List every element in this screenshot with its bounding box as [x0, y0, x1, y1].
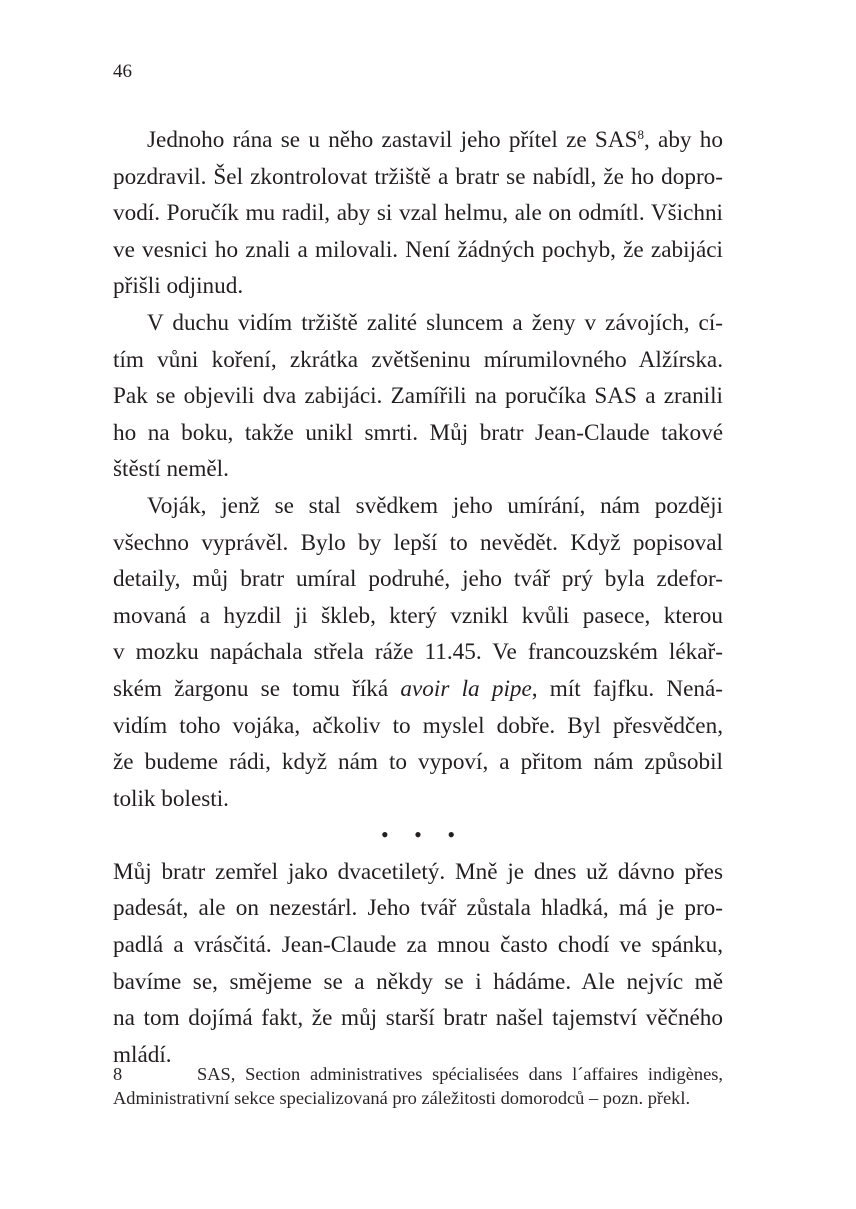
italic-phrase: avoir la pipe	[400, 675, 532, 702]
text-line: pozdravil. Šel zkontrolovat tržiště a bratr se nabídl, že ho dopro-	[113, 163, 723, 190]
footnote-text: SAS, Section administratives spécialisées dans l´affaires indigènes,	[197, 1064, 723, 1084]
paragraph	[113, 308, 723, 491]
text-line: movaná a hyzdil ji škleb, který vznikl kvůli pasece, kterou	[113, 602, 723, 629]
text-line: padesát, ale on nezestárl. Jeho tvář zůstala hladká, má je pro-	[113, 895, 723, 922]
footnote-line: Administrativní sekce specializovaná pro záležitosti domorodců – pozn. překl.	[113, 1088, 691, 1108]
text-run: , mít fajfku. Nená-	[531, 675, 723, 702]
text-run: ském žargonu se tomu říká	[113, 675, 401, 702]
text-line: mládí.	[113, 1041, 172, 1068]
text-line: vodí. Poručík mu radil, aby si vzal helmu, ale on odmítl. Všichni	[113, 200, 723, 227]
text-line: ho na boku, takže unikl smrti. Můj bratr Jean-Claude takové	[113, 419, 723, 446]
text-line: na tom dojímá fakt, že můj starší bratr našel tajemství věčného	[113, 1005, 723, 1032]
footnote-line	[113, 1062, 723, 1086]
text-line: Můj bratr zemřel jako dvacetiletý. Mně je dnes už dávno přes	[113, 858, 723, 885]
text-line: tím vůni koření, zkrátka zvětšeninu mírumilovného Alžírska.	[113, 346, 723, 373]
text-line: ve vesnici ho znali a milovali. Není žádných pochyb, že zabijáci	[113, 236, 723, 263]
text-line: vidím toho vojáka, ačkoliv to myslel dobře. Byl přesvědčen,	[113, 712, 723, 739]
page-number: 46	[113, 61, 132, 82]
body-text	[113, 125, 723, 1076]
text-line: V duchu vidím tržiště zalité sluncem a ženy v závojích, cí-	[147, 309, 723, 336]
footnote-reference: 8	[637, 127, 644, 142]
text-line: štěstí neměl.	[113, 456, 229, 483]
paragraph	[113, 125, 723, 308]
text-line: tolik bolesti.	[113, 785, 229, 812]
paragraph	[113, 491, 723, 820]
text-line	[113, 125, 723, 162]
footnote-number: 8	[113, 1064, 123, 1084]
text-line: že budeme rádi, když nám to vypoví, a přitom nám způsobil	[113, 749, 723, 776]
text-line: v mozku napáchala střela ráže 11.45. Ve francouzském lékař-	[113, 639, 723, 666]
text-line: všechno vyprávěl. Bylo by lepší to nevědět. Když popisoval	[113, 529, 723, 556]
text-line: Voják, jenž se stal svědkem jeho umírání, nám později	[147, 492, 723, 519]
section-separator: • • •	[380, 822, 466, 848]
text-run: Jednoho rána se u něho zastavil jeho přítel ze SAS	[147, 127, 638, 153]
text-run: , aby ho	[643, 127, 723, 153]
text-line: padlá a vrásčitá. Jean-Claude za mnou často chodí ve spánku,	[113, 932, 723, 959]
text-line	[113, 674, 723, 711]
paragraph	[113, 857, 723, 1077]
text-line: bavíme se, smějeme se a někdy se i hádáme. Ale nejvíc mě	[113, 968, 723, 995]
footnote	[113, 1062, 723, 1110]
text-line: detaily, můj bratr umíral podruhé, jeho tvář prý byla zdefor-	[113, 566, 723, 593]
text-line: přišli odjinud.	[113, 273, 244, 300]
text-line: Pak se objevili dva zabijáci. Zamířili na poručíka SAS a zranili	[113, 383, 723, 410]
